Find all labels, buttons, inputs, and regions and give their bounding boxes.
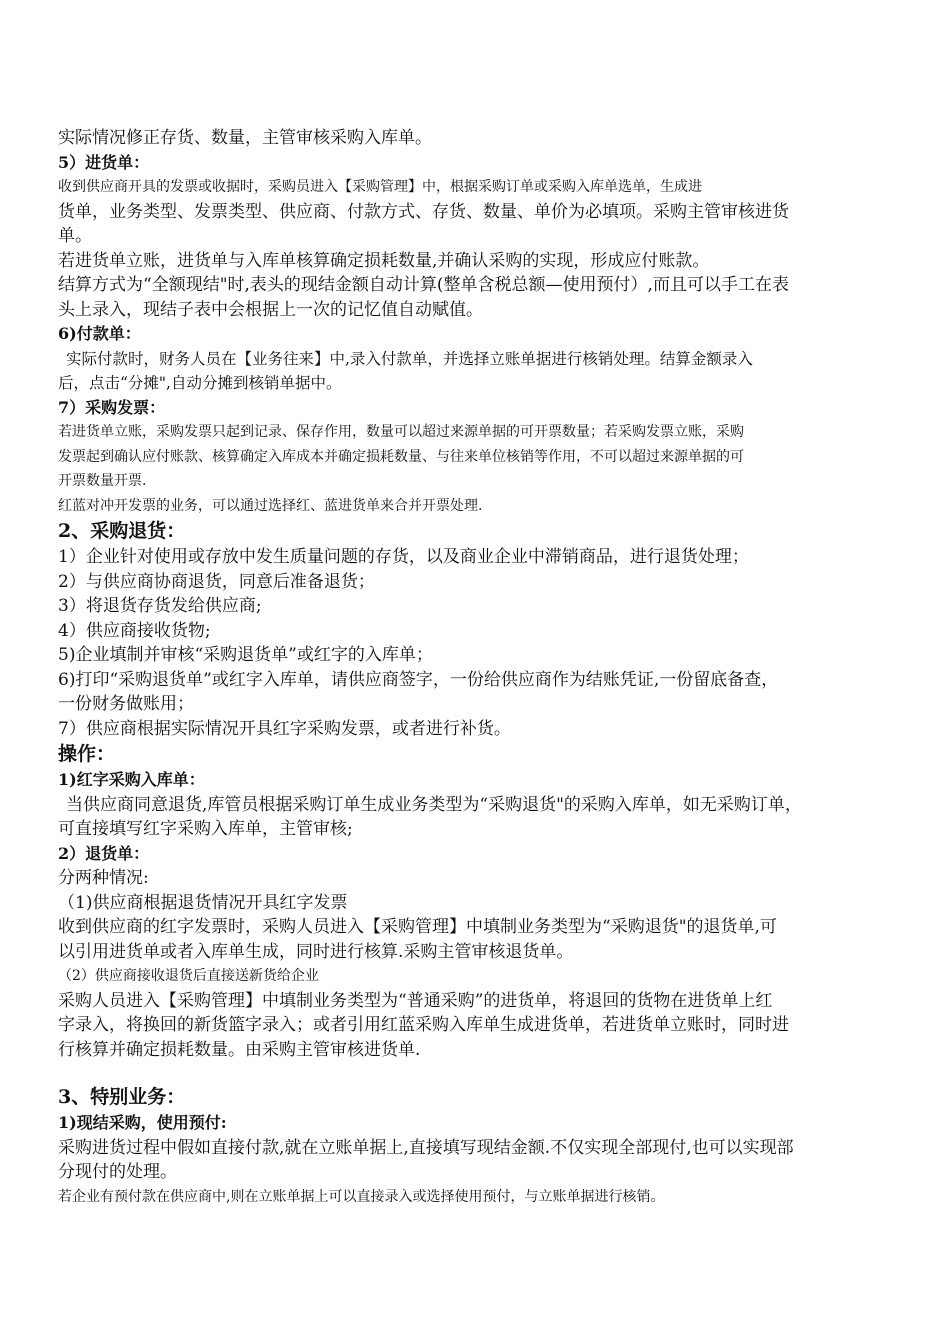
paragraph-line: 行核算并确定损耗数量。由采购主管审核进货单. [58,1039,421,1060]
list-item: 7）供应商根据实际情况开具红字采购发票，或者进行补货。 [58,718,511,739]
heading-payment-slip: 6)付款单： [58,324,141,343]
paragraph-line: 当供应商同意退货,库管员根据采购订单生成业务类型为“采购退货"的采购入库单，如无采购订单， [66,794,802,815]
paragraph-line: 结算方式为“全额现结"时,表头的现结金额自动计算(整单含税总额—使用预付）,而且可以手工在表 [58,275,789,295]
paragraph-line: 采购进货过程中假如直接付款,就在立账单据上,直接填写现结金额.不仅实现全部现付,也可以实现部 [58,1137,794,1158]
paragraph-line: 收到供应商的红字发票时，采购人员进入【采购管理】中填制业务类型为“采购退货"的退货单,可 [58,917,777,937]
list-item: 2）与供应商协商退货，同意后准备退货； [58,571,375,592]
paragraph-line: 可直接填写红字采购入库单，主管审核; [58,819,353,839]
paragraph-line: 字录入，将换回的新货篮字录入；或者引用红蓝采购入库单生成进货单，若进货单立账时，同时进 [58,1015,789,1035]
paragraph-line: 单。 [58,226,92,246]
paragraph-line: 货单，业务类型、发票类型、供应商、付款方式、存货、数量、单价为必填项。采购主管审核进货 [58,201,789,222]
paragraph-line: （1)供应商根据退货情况开具红字发票 [58,892,348,913]
section-title-return: 2、采购退货： [58,520,186,542]
list-item: 1）企业针对使用或存放中发生质量问题的存货，以及商业企业中滞销商品，进行退货处理； [58,547,749,567]
paragraph-line: 分现付的处理。 [58,1162,177,1182]
spacer [58,1062,898,1084]
list-item: 3）将退货存货发给供应商; [58,596,262,616]
paragraph-line: 红蓝对冲开发票的业务，可以通过选择红、蓝进货单来合并开票处理. [58,497,483,514]
heading-cash-purchase: 1)现结采购，使用预付: [58,1113,227,1132]
paragraph-line: 若进货单立账，采购发票只起到记录、保存作用，数量可以超过来源单据的可开票数量；若采购发票立账，采购 [58,424,744,440]
list-item: 4）供应商接收货物; [58,620,211,641]
intro-paragraph: 实际情况修正存货、数量，主管审核采购入库单。 [58,128,432,148]
list-item: 一份财务做账用； [58,694,194,714]
paragraph-line: 分两种情况: [58,868,149,888]
paragraph-line: 实际付款时，财务人员在【业务往来】中,录入付款单，并选择立账单据进行核销处理。结算金额录入 [66,349,753,368]
paragraph-line: 开票数量开票. [58,473,147,489]
paragraph-line: 若进货单立账，进货单与入库单核算确定损耗数量,并确认采购的实现，形成应付账款。 [58,250,710,271]
heading-red-receipt: 1)红字采购入库单： [58,770,205,789]
paragraph-line: 头上录入，现结子表中会根据上一次的记忆值自动赋值。 [58,299,483,320]
paragraph-line: 发票起到确认应付账款、核算确定入库成本并确定损耗数量、与往来单位核销等作用，不可以超过来源单据的可 [58,448,744,465]
heading-return-slip: 2）退货单： [58,843,150,863]
paragraph-line: 若企业有预付款在供应商中,则在立账单据上可以直接录入或选择使用预付，与立账单据进行核销。 [58,1188,665,1205]
paragraph-line: 以引用进货单或者入库单生成，同时进行核算.采购主管审核退货单。 [58,941,574,962]
section-title-operation: 操作： [58,743,116,765]
heading-purchase-receipt: 5）进货单： [58,152,150,172]
paragraph-line: （2）供应商接收退货后直接送新货给企业 [58,968,319,984]
paragraph-line: 采购人员进入【采购管理】中填制业务类型为“普通采购”的进货单，将退回的货物在进货单上红 [58,990,773,1011]
list-item: 5)企业填制并审核“采购退货单”或红字的入库单； [58,645,433,665]
heading-purchase-invoice: 7）采购发票： [58,397,166,417]
document-page [58,126,898,1209]
section-title-special: 3、特别业务： [58,1086,186,1108]
paragraph-line: 后，点击“分摊",自动分摊到核销单据中。 [58,374,342,392]
paragraph-line: 收到供应商开具的发票或收据时，采购员进入【采购管理】中，根据采购订单或采购入库单选单，生成进 [58,179,702,195]
list-item: 6)打印“采购退货单”或红字入库单，请供应商签字，一份给供应商作为结账凭证,一份留底备查， [58,669,779,690]
